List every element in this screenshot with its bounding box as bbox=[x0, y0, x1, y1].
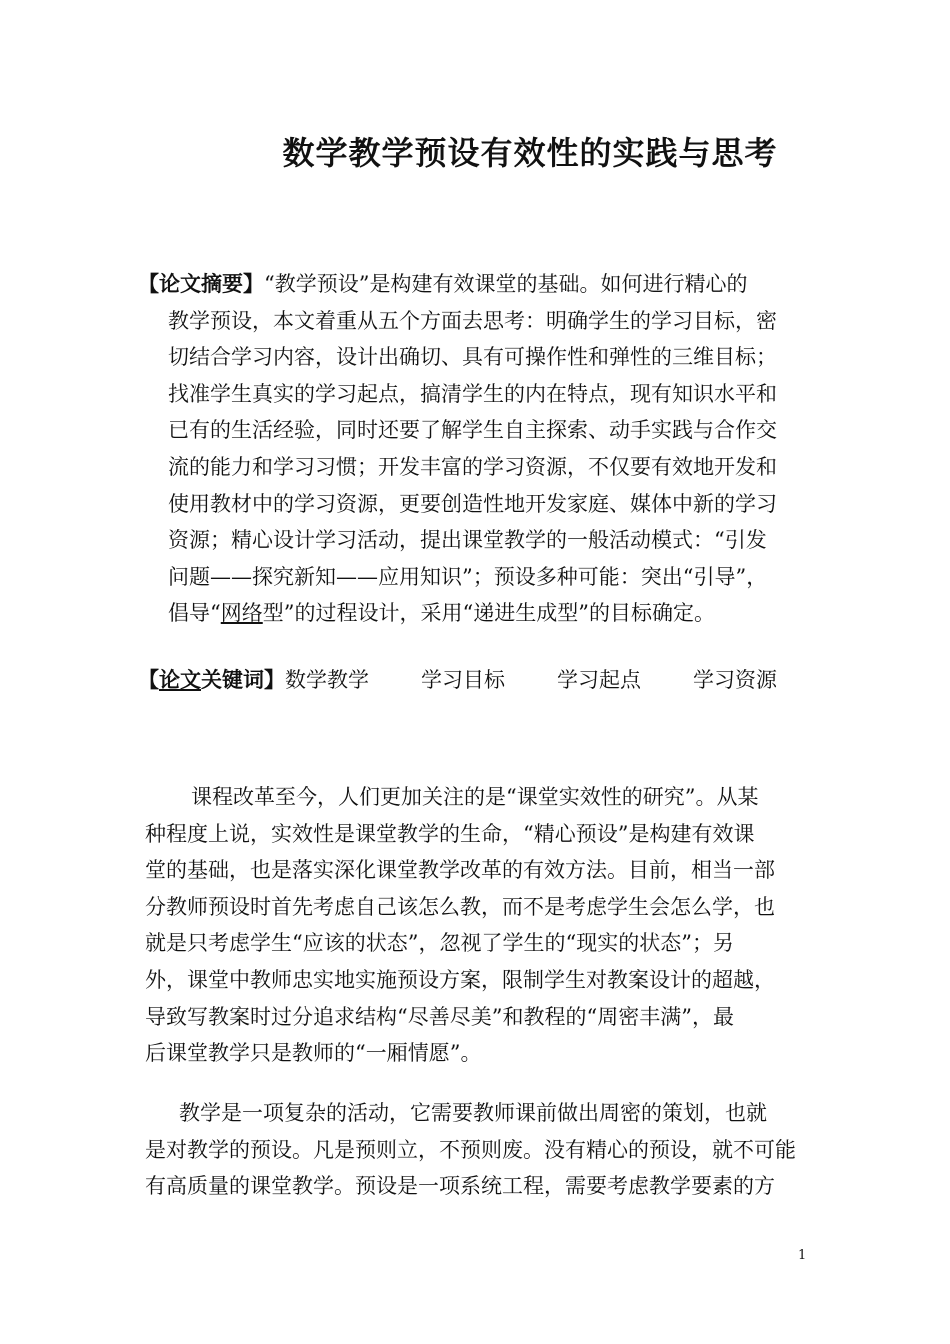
paragraph-line: 有高质量的课堂教学。预设是一项系统工程，需要考虑教学要素的方 bbox=[145, 1174, 775, 1199]
abstract-text-segment: 型”的过程设计，采用“递进生成型”的目标确定。 bbox=[262, 601, 715, 626]
abstract-first-line bbox=[138, 266, 814, 303]
underlined-term: 网络 bbox=[220, 601, 263, 626]
keywords-label-underlined: 论文 bbox=[159, 667, 201, 692]
paragraph-line: 分教师预设时首先考虑自己该怎么教，而不是考虑学生会怎么学，也 bbox=[145, 894, 775, 919]
keyword-item: 学习资源 bbox=[693, 668, 777, 692]
keyword-item: 学习目标 bbox=[421, 668, 505, 692]
paragraph-line: 导致写教案时过分追求结构“尽善尽美”和教程的“周密丰满”，最 bbox=[145, 1004, 734, 1029]
page-number: 1 bbox=[798, 1248, 807, 1263]
abstract-text-line: 找准学生真实的学习起点，搞清学生的内在特点，现有知识水平和 bbox=[168, 381, 777, 406]
paragraph-line: 外，课堂中教师忠实地实施预设方案，限制学生对教案设计的超越， bbox=[145, 967, 775, 992]
body-paragraph bbox=[145, 779, 813, 1072]
abstract-text-segment: 倡导“ bbox=[168, 601, 221, 626]
abstract-text-line: 资源；精心设计学习活动，提出课堂教学的一般活动模式：“引发 bbox=[168, 528, 767, 553]
keywords-bracket: 【 bbox=[138, 667, 159, 692]
abstract-label: 【论文摘要】 bbox=[138, 271, 264, 296]
abstract-text-line: 切结合学习内容，设计出确切、具有可操作性和弹性的三维目标； bbox=[168, 345, 777, 370]
abstract-text-line: 流的能力和学习习惯；开发丰富的学习资源，不仅要有效地开发和 bbox=[168, 454, 777, 479]
keyword-item: 学习起点 bbox=[557, 668, 641, 692]
abstract-last-line bbox=[138, 595, 814, 632]
paragraph-line: 后课堂教学只是教师的“一厢情愿”。 bbox=[145, 1041, 482, 1066]
page-title: 数学教学预设有效性的实践与思考 bbox=[282, 134, 778, 172]
abstract-section bbox=[138, 266, 814, 632]
abstract-text-line: 使用教材中的学习资源，更要创造性地开发家庭、媒体中新的学习 bbox=[168, 491, 777, 516]
abstract-text-line: 教学预设，本文着重从五个方面去思考：明确学生的学习目标，密 bbox=[168, 308, 777, 333]
abstract-text-line: 已有的生活经验，同时还要了解学生自主探索、动手实践与合作交 bbox=[168, 418, 777, 443]
paragraph-line: 种程度上说，实效性是课堂教学的生命，“精心预设”是构建有效课 bbox=[145, 821, 755, 846]
keywords-line bbox=[138, 662, 777, 698]
paragraph-line: 课程改革至今，人们更加关注的是“课堂实效性的研究”。从某 bbox=[191, 785, 759, 809]
keyword-item: 数学教学 bbox=[285, 668, 369, 692]
paragraph-line: 堂的基础，也是落实深化课堂教学改革的有效方法。目前，相当一部 bbox=[145, 858, 775, 883]
paragraph-line: 是对教学的预设。凡是预则立，不预则废。没有精心的预设，就不可能 bbox=[145, 1137, 796, 1162]
body-paragraph bbox=[145, 1095, 813, 1205]
abstract-text-line: 问题——探究新知——应用知识”；预设多种可能：突出“引导”， bbox=[168, 564, 768, 589]
paragraph-line: 就是只考虑学生“应该的状态”，忽视了学生的“现实的状态”；另 bbox=[145, 931, 734, 956]
paragraph-line: 教学是一项复杂的活动，它需要教师课前做出周密的策划，也就 bbox=[179, 1101, 767, 1125]
keywords-label: 关键词】 bbox=[201, 667, 285, 692]
abstract-text-line: “教学预设”是构建有效课堂的基础。如何进行精心的 bbox=[264, 272, 748, 296]
